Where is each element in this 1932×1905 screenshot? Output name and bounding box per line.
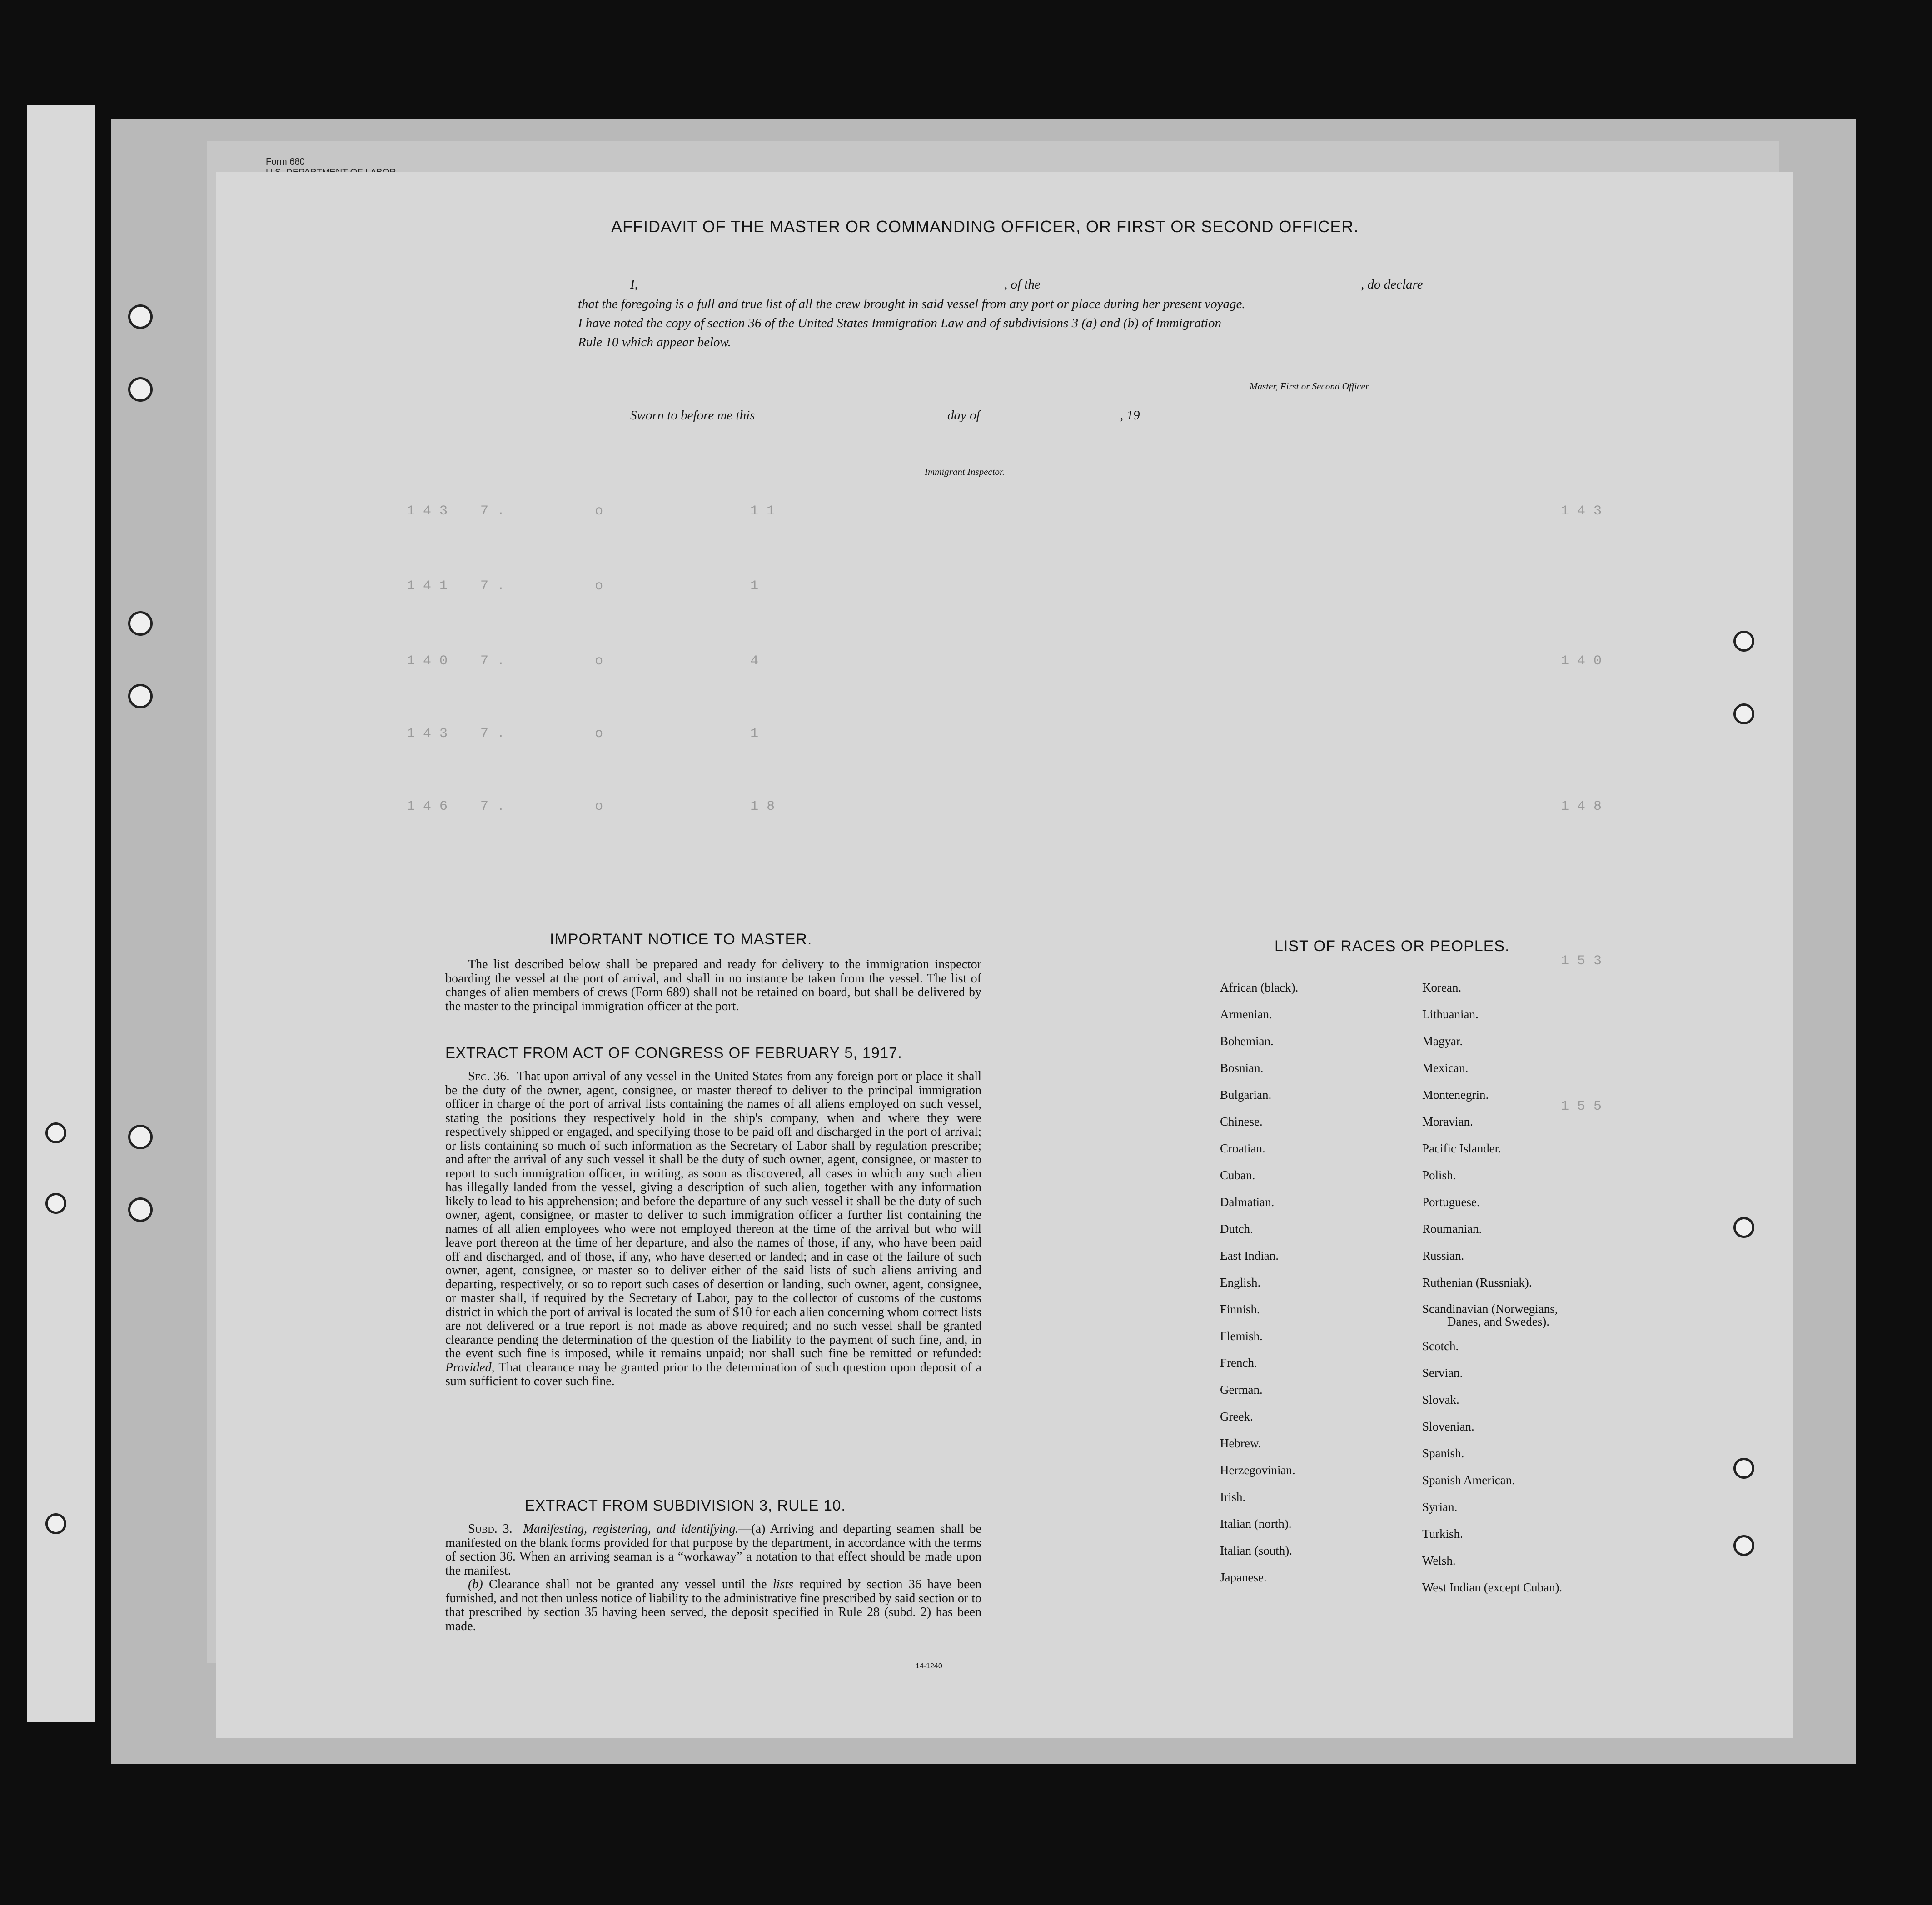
binder-hole	[1733, 1535, 1754, 1556]
race-item: Bohemian.	[1220, 1034, 1274, 1048]
affidavit-line1-mid: , of the	[1004, 277, 1041, 292]
race-item: Montenegrin.	[1422, 1088, 1489, 1102]
race-item: Korean.	[1422, 981, 1462, 994]
race-item: Turkish.	[1422, 1527, 1463, 1541]
race-item: African (black).	[1220, 981, 1299, 994]
race-item: Bulgarian.	[1220, 1088, 1272, 1102]
race-item: Ruthenian (Russniak).	[1422, 1276, 1532, 1289]
races-title: LIST OF RACES OR PEOPLES.	[1275, 938, 1510, 955]
race-item: Mexican.	[1422, 1061, 1469, 1075]
underlying-form-label: Form 680	[266, 157, 305, 167]
affidavit-sheet: 1 4 3 7 . o 1 1 1 4 1 7 . o 1 1 4 0 7 . o 4 1 4 3 7 . o 1 1 4 6 7 . o 1 8 1 4 3 1 4 0 1 4 8 1 5 3 1 5 5 AFFIDAVIT OF THE MASTER OR COMMANDING OFFICER, OR FIRST OR SECOND OFFICER. I, , of the , do declare that the foregoing is a full and true list of all the crew brought in said vessel from any port or place during her present voyage. I have noted the copy of section 36 of the United States Immigration Law and of subdivisions 3 (a) and (b) of Immigration Rule 10 which appear below. Master, First or Second Officer. Sworn to before me this day of , 19 Immigrant Inspector. IMPORTANT NOTICE TO MASTER. The list described below shall be prepared and ready for delivery to the immigration inspector boarding the vessel at the port of arrival, and shall in no instance be taken from the vessel. The list of changes of alien members of crews (Form 689) shall not be retained on board, but shall be delivered by the master to the principal immigration officer at the port. EXTRACT FROM ACT OF CONGRESS OF FEBRUARY 5, 1917. Sec. 36. That upon arrival of any vessel in the United States from any foreign port or place it shall be the duty of the owner, agent, consignee, or master thereof to deliver to the principal immigration officer in charge of the port of arrival lists containing the names of all aliens employed on such vessel, stating the positions they respectively hold in the ship's company, when and where they were respectively shipped or engaged, and specifying those to be paid off and discharged in the port of arrival; or lists containing so much of such information as the Secretary of Labor shall by regulation prescribe; and after the arrival of any such vessel it shall be the duty of such owner, agent, consignee, or master to report to such immigration officer, in writing, as soon as discovered, all cases in which any such alien has illegally landed from the vessel, giving a description of such alien, together with any information likely to lead to his apprehension; and before the departure of any such vessel it shall be the duty of such owner, agent, consignee, or master to deliver to such immigration officer a further list containing the names of all alien employees who were not employed thereon at the time of the arrival but who will leave port thereon at the time of her departure, and also the names of those, if any, who have been paid off and discharged, and of those, if any, who have deserted or landed; and in case of the failure of such owner, agent, consignee, or master so to deliver either of the said lists of such aliens arriving and departing, respectively, or so to report such cases of desertion or landing, such owner, agent, consignee, or master shall, if required by the Secretary of Labor, pay to the collector of customs of the customs district in which the port of arrival is located the sum of $10 for each alien concerning whom correct lists are not delivered or a true report is not made as above required; and no such vessel shall be granted clearance pending the determination of the question of the liability to the payment of such fine, and, in the event such fine is imposed, while it remains unpaid; nor shall such fine be remitted or refunded: Provided, That clearance may be granted prior to the determination of such question upon deposit of a sum sufficient to cover such fine. EXTRACT FROM SUBDIVISION 3, RULE 10. Subd. 3. Manifesting, registering, and identifying.—(a) Arriving and departing seamen shall be manifested on the blank forms provided for that purpose by the department, in accordance with the terms of section 36. When an arriving seaman is a “workaway” a notation to that effect should be made upon the manifest. (b) Clearance shall not be granted any vessel until the lists required by section 36 have been furnished, and not then unless notice of liability to the administrative fine prescribed by said section or to that prescribed by section 35 having been served, the deposit specified in Rule 28 (subd. 2) has been made. 14-1240 LIST OF RACES OR PEOPLES. African (black). Armenian. Bohemian. Bosnian. Bulgarian. Chinese. Croatian. Cuban. Dalmatian. Dutch. East Indian. English. Finnish. Flemish. French. German. Greek. Hebrew. Herzegovinian. Irish. Italian (north). Italian (south). Japanese. Korean. Lithuanian. Magyar. Mexican. Montenegrin. Moravian. Pacific Islander. Polish. Portuguese. Roumanian. Russian. Ruthenian (Russniak). Scandinavian (Norwegians, Danes, and Swedes). Scotch. Servian. Slovak. Slovenian. Spanish. Spanish American. Syrian. Turkish. Welsh. West Indian (except Cuban).	[216, 172, 1793, 1738]
side-page-strip	[27, 105, 95, 1722]
section-label: Sec. 36.	[468, 1069, 510, 1083]
notice-text: The list described below shall be prepared and ready for delivery to the immigration inspector boarding the vessel at the port of arrival, and shall in no instance be taken from the vessel. The list of changes of alien members of crews (Form 689) shall not be retained on board, but shall be delivered by the master to the principal immigration officer at the port.	[445, 957, 981, 1013]
race-item: Syrian.	[1422, 1500, 1458, 1514]
race-item: German.	[1220, 1383, 1263, 1396]
race-item: Pacific Islander.	[1422, 1142, 1501, 1155]
binder-hole	[1733, 1217, 1754, 1238]
year-label: , 19	[1120, 408, 1140, 423]
binder-hole	[128, 684, 153, 708]
race-item: Flemish.	[1220, 1329, 1263, 1343]
race-item: Finnish.	[1220, 1302, 1260, 1316]
signature-label: Master, First or Second Officer.	[1250, 381, 1370, 392]
race-item: Bosnian.	[1220, 1061, 1264, 1075]
binder-hole	[45, 1513, 66, 1534]
race-item: Lithuanian.	[1422, 1007, 1479, 1021]
race-item: Scandinavian (Norwegians, Danes, and Swedes).	[1422, 1302, 1562, 1339]
binder-hole	[45, 1122, 66, 1143]
affidavit-line3: I have noted the copy of section 36 of the United States Immigration Law and of subdivisions 3 (a) and (b) of Immigration	[578, 316, 1222, 330]
day-of-label: day of	[947, 408, 980, 423]
binder-hole	[1733, 703, 1754, 724]
inspector-label: Immigrant Inspector.	[925, 466, 1005, 477]
race-item: Armenian.	[1220, 1007, 1272, 1021]
binder-hole	[128, 1125, 153, 1149]
rule-extract-title: EXTRACT FROM SUBDIVISION 3, RULE 10.	[525, 1497, 846, 1514]
race-item: Welsh.	[1422, 1554, 1456, 1567]
race-item: Japanese.	[1220, 1571, 1267, 1584]
race-item: Slovenian.	[1422, 1420, 1474, 1433]
race-item: Spanish American.	[1422, 1473, 1515, 1487]
race-item: English.	[1220, 1276, 1261, 1289]
binder-hole	[128, 377, 153, 402]
race-item: Italian (north).	[1220, 1517, 1292, 1531]
race-item: Italian (south).	[1220, 1544, 1292, 1557]
race-item: French.	[1220, 1356, 1257, 1370]
races-column-1	[1220, 981, 1298, 1597]
race-item: Roumanian.	[1422, 1222, 1482, 1236]
notice-title: IMPORTANT NOTICE TO MASTER.	[550, 931, 812, 948]
race-item: Chinese.	[1220, 1115, 1263, 1128]
print-code: 14-1240	[916, 1662, 942, 1670]
act-extract-title: EXTRACT FROM ACT OF CONGRESS OF FEBRUARY 5, 1917.	[445, 1044, 902, 1061]
race-item: Irish.	[1220, 1490, 1246, 1504]
sworn-label: Sworn to before me this	[630, 408, 755, 423]
affidavit-line2: that the foregoing is a full and true list of all the crew brought in said vessel from any port or place during her present voyage.	[578, 297, 1245, 311]
affidavit-line1-end: , do declare	[1361, 277, 1423, 292]
race-item: Dalmatian.	[1220, 1195, 1275, 1209]
race-item: Servian.	[1422, 1366, 1463, 1380]
race-item: Dutch.	[1220, 1222, 1253, 1236]
race-item: Portuguese.	[1422, 1195, 1480, 1209]
affidavit-line1-start: I,	[630, 277, 638, 292]
binder-hole	[128, 611, 153, 636]
binder-hole	[128, 1197, 153, 1222]
race-item: Croatian.	[1220, 1142, 1265, 1155]
act-extract-text: Sec. 36. That upon arrival of any vessel in the United States from any foreign port or place it shall be the duty of the owner, agent, consignee, or master thereof to deliver to the principal immigration officer in charge of the port of arrival lists containing the names of all aliens employed on such vessel, stating the positions they respectively hold in the ship's company, when and where they were respectively shipped or engaged, and specifying those to be paid off and discharged in the port of arrival; or lists containing so much of such information as the Secretary of Labor shall by regulation prescribe; and after the arrival of any such vessel it shall be the duty of such owner, agent, consignee, or master to report to such immigration officer, in writing, as soon as discovered, all cases in which any such alien has illegally landed from the vessel, giving a description of such alien, together with any information likely to lead to his apprehension; and before the departure of any such vessel it shall be the duty of such owner, agent, consignee, or master to deliver to such immigration officer a further list containing the names of all alien employees who were not employed thereon at the time of the arrival but who will leave port thereon at the time of her departure, and also the names of those, if any, who have been paid off and discharged, and of those, if any, who have deserted or landed; and in case of the failure of such owner, agent, consignee, or master so to deliver either of the said lists of such aliens arriving and departing, respectively, or so to report such cases of desertion or landing, such owner, agent, consignee, or master shall, if required by the Secretary of Labor, pay to the collector of customs of the customs district in which the port of arrival is located the sum of $10 for each alien concerning whom correct lists are not delivered or a true report is not made as above required; and no such vessel shall be granted clearance pending the determination of the question of the liability to the payment of such fine, and, in the event such fine is imposed, while it remains unpaid; nor shall such fine be remitted or refunded: Provided, That clearance may be granted prior to the determination of such question upon deposit of a sum sufficient to cover such fine.	[445, 1069, 981, 1388]
race-item: Russian.	[1422, 1249, 1464, 1262]
race-item: Slovak.	[1422, 1393, 1459, 1406]
race-item: Moravian.	[1422, 1115, 1473, 1128]
races-column-2	[1422, 981, 1562, 1607]
race-item: West Indian (except Cuban).	[1422, 1581, 1563, 1594]
race-item: Hebrew.	[1220, 1436, 1261, 1450]
binder-hole	[128, 304, 153, 329]
race-item: Magyar.	[1422, 1034, 1463, 1048]
rule-extract-text: Subd. 3. Manifesting, registering, and identifying.—(a) Arriving and departing seamen shall be manifested on the blank forms provided for that purpose by the department, in accordance with the terms of section 36. When an arriving seaman is a “workaway” a notation to that effect should be made upon the manifest. (b) Clearance shall not be granted any vessel until the lists required by section 36 have been furnished, and not then unless notice of liability to the administrative fine prescribed by said section or to that prescribed by section 35 having been served, the deposit specified in Rule 28 (subd. 2) has been made.	[445, 1522, 982, 1633]
affidavit-title: AFFIDAVIT OF THE MASTER OR COMMANDING OFFICER, OR FIRST OR SECOND OFFICER.	[611, 217, 1359, 236]
race-item: East Indian.	[1220, 1249, 1279, 1262]
race-item: Polish.	[1422, 1168, 1456, 1182]
race-item-continuation: Danes, and Swedes).	[1447, 1315, 1549, 1328]
race-item: Greek.	[1220, 1410, 1253, 1423]
binder-hole	[1733, 631, 1754, 652]
affidavit-line4: Rule 10 which appear below.	[578, 335, 731, 349]
binder-hole	[1733, 1458, 1754, 1479]
race-item: Spanish.	[1422, 1446, 1464, 1460]
race-item: Herzegovinian.	[1220, 1463, 1295, 1477]
race-item: Scotch.	[1422, 1339, 1459, 1353]
race-item: Cuban.	[1220, 1168, 1255, 1182]
binder-hole	[45, 1193, 66, 1214]
